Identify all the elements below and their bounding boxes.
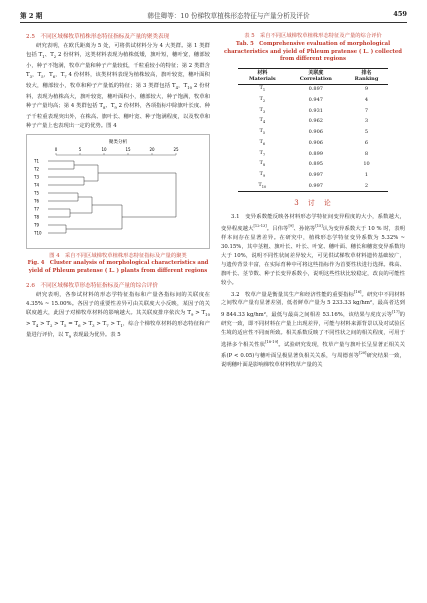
table-row (238, 95, 388, 106)
table-row (238, 170, 388, 181)
cell-ranking: 2 (345, 181, 388, 192)
header-rule (20, 22, 407, 23)
leaf-label: T1 (34, 158, 39, 164)
cell-correlation: 0.997 (308, 171, 323, 178)
leaf-label: T6 (34, 198, 39, 204)
table-header-row (238, 69, 388, 84)
page-number: 459 (393, 10, 407, 18)
cell-correlation: 0.962 (308, 118, 323, 125)
cell-correlation: 0.906 (308, 129, 323, 136)
right-column (221, 33, 405, 370)
cell-ranking: 8 (364, 150, 369, 157)
table-row (238, 149, 388, 160)
leaf-label: T9 (34, 222, 39, 228)
cell-correlation: 0.906 (308, 139, 323, 146)
col-header-correlation: 关联度 Correlation (287, 69, 345, 84)
scale-tick-label: 10 (101, 147, 107, 153)
table-5-title-en: Tab. 5 Comprehensive evaluation of morphological characteristics and yield of Phleum pratense ( L. ) collected from different regions (224, 40, 402, 63)
table-5-title-cn: 表 5 采自不同区域梯牧草植株形态特征及产量的综合评价 (244, 33, 382, 39)
section-2-6-paragraph: 研究表明，各参试材料的形态学特征指标和产量各指标间的关联度在 4.35% ~ 15.00%。各因子的重要性差异可由关联度大小反映，某因子的关联度越大，此因子对梯牧草材料的影响越大。其关联度排序依次为 $T_9 > T_{10} > T_4 > T_2 > T_5 = T_6 > T_3 > T_7 > T_1$，综合个梯牧草材料的形态特征和产量进行评价，以 $T_9$ 表现最为优异。表 5 (26, 292, 210, 340)
cell-material: $T_{10}$ (238, 181, 287, 192)
issue-label: 第 2 期 (20, 12, 43, 20)
section-3-title: 3 讨 论 (294, 199, 332, 208)
leaf-label: T5 (34, 190, 39, 196)
table-row (238, 117, 388, 128)
cell-ranking: 6 (364, 139, 369, 146)
cell-material: $T_7$ (259, 149, 266, 157)
cell-material: $T_3$ (259, 106, 266, 114)
leaf-label: T10 (34, 230, 42, 236)
cell-ranking: 4 (364, 97, 369, 104)
table-row (238, 127, 388, 138)
section-3-1-paragraph: 3.1 变异系数能反映各材料形态学特征间变异程度的大小，系数越大，变异程度越大[12-13]。吕伟等[9]、孙铭等[15]认为变异系数大于 10 % 时，表明样本间存在显著差异。在研究中，植株形态学特征变异系数为 5.32% ~ 30.15%，其中茎粗、旗叶长、叶长、叶宽、穗叶面、穗长和穗宽变异系数均大于 10%，说明不同性状间差异较大，可见供试梯牧草材料遗传基础较广，与遗传背景丰富，在实际育种中可将这些指标作为首要性状进行选择。株高、旗叶长、茎节数、种子长变异系数小，说明这些性状比较稳定，改良的可能性较小。 (221, 214, 405, 286)
cell-material: $T_6$ (259, 138, 266, 146)
table-row (238, 159, 388, 170)
cell-correlation: 0.897 (308, 86, 323, 93)
cell-ranking: 5 (364, 129, 369, 136)
cell-correlation: 0.895 (308, 161, 323, 168)
leaf-label: T8 (34, 214, 39, 220)
leaf-label: T7 (34, 206, 39, 212)
leaf-label: T4 (34, 182, 39, 188)
col-header-ranking: 排名 Ranking (345, 69, 388, 84)
col-header-materials: 材料 Materials (238, 69, 287, 84)
section-2-6-title: 2.6 不同区域梯牧草形态特征指标及产量的综合评价 (26, 283, 158, 290)
left-column (26, 33, 210, 342)
cell-ranking: 10 (363, 161, 370, 168)
dendrogram-title: 聚类分析 (108, 140, 128, 146)
figure-4 (26, 134, 210, 275)
section-2-5-title: 2.5 不同区域梯牧草植株形态特征指标及产量的聚类表现 (26, 34, 170, 40)
leaf-label: T2 (34, 166, 39, 172)
cell-correlation: 0.997 (287, 181, 345, 192)
table-row (238, 181, 388, 192)
section-2-5-paragraph: 研究表明，在欧氏距离为 5 处，可将供试材料分为 4 大类群。第 1 类群包括 $T_1$、$T_2$ 2 份材料，这类材料表现为植株低矮，旗叶短，穗叶宽，穗部较小，种子不饱满，牧草产量和种子产量较低，千粒重较小的特征；第 2 类群含 $T_3$，$T_5$，$T_6$，$T_7$ 4 份材料，该类材料表现为植株较高，旗叶较宽，穗叶面积较大，穗部较小，牧草和种子产量低的特征；第 3 类群包括 $T_4$，$T_{10}$ 2 份材料，表现为植株高大，旗叶较宽，穗叶面积小，穗部较大，种子饱满，牧草和种子产量均高；第 4 类群包括 $T_8$、$T_9$ 2 份材料，各项指标中除旗叶长度、种子千粒重表现突出外，在株高、旗叶长、穗叶宽、种子饱满程度，以及牧草和种子产量上也表现出一定的优势。图 4 (26, 43, 210, 129)
figure-4-caption-en: Fig. 4 Cluster analysis of morphological characteristics and yield of Phleum pratense ( L. ) plants from different regions (27, 260, 209, 274)
cell-material: $T_4$ (259, 117, 266, 125)
scale-tick-label: 15 (125, 147, 131, 153)
cell-material: $T_9$ (259, 170, 266, 178)
figure-4-caption-cn: 图 4 采自不同区域梯牧草植株形态特征指标及产量的聚类 (49, 253, 187, 260)
cell-correlation: 0.899 (308, 150, 323, 157)
table-row (238, 84, 388, 95)
cell-ranking: 7 (364, 107, 369, 114)
scale-tick-label: 20 (149, 147, 155, 153)
section-3-2-paragraph: 3.2 牧草产量是衡量其生产和经济性能的重要指标[16]。研究中不同材料之间牧草产量有显著差别，低者鲜草产量为 5 233.33 kg/hm²，最高者达到 9 844.33 kg/hm²，最低与最高之间相差 53.16%，该结果与虎皮云等[17]的研究一致，即不同材料在产量上出现差异，可能与材料来源背景以及对试验区生境的适应性不同而所致。相关系数反映了不同性状之间的相关程度，可用于选择多个相关性状[18-19]。试验研究发现，牧草产量与旗叶长呈显著正相关关系(P < 0.05)与穗叶面呈极显著负相关关系，与周德喜等[20]研究结果一致，说明穗叶面是影响梯牧草材料牧草产量的关 (221, 289, 406, 368)
cell-material: $T_8$ (259, 160, 266, 168)
cell-ranking: 9 (364, 86, 369, 93)
cell-material: $T_2$ (259, 96, 266, 104)
leaf-label: T3 (34, 174, 39, 180)
scale-tick-label: 0 (54, 147, 58, 153)
scale-tick-label: 5 (78, 147, 82, 153)
running-title: 韩佳卿等：10 份梯牧草植株形态特征与产量分析及评价 (147, 12, 310, 20)
cell-material: $T_5$ (259, 128, 266, 136)
dendrogram (26, 134, 210, 249)
table-5 (238, 68, 388, 192)
scale-tick-label: 25 (173, 147, 179, 153)
table-row (238, 138, 388, 149)
cell-ranking: 3 (364, 118, 369, 125)
cell-ranking: 1 (364, 171, 369, 178)
cell-correlation: 0.947 (308, 97, 323, 104)
table-row (238, 106, 388, 117)
cell-material: $T_1$ (259, 85, 266, 93)
cell-correlation: 0.931 (308, 107, 323, 114)
